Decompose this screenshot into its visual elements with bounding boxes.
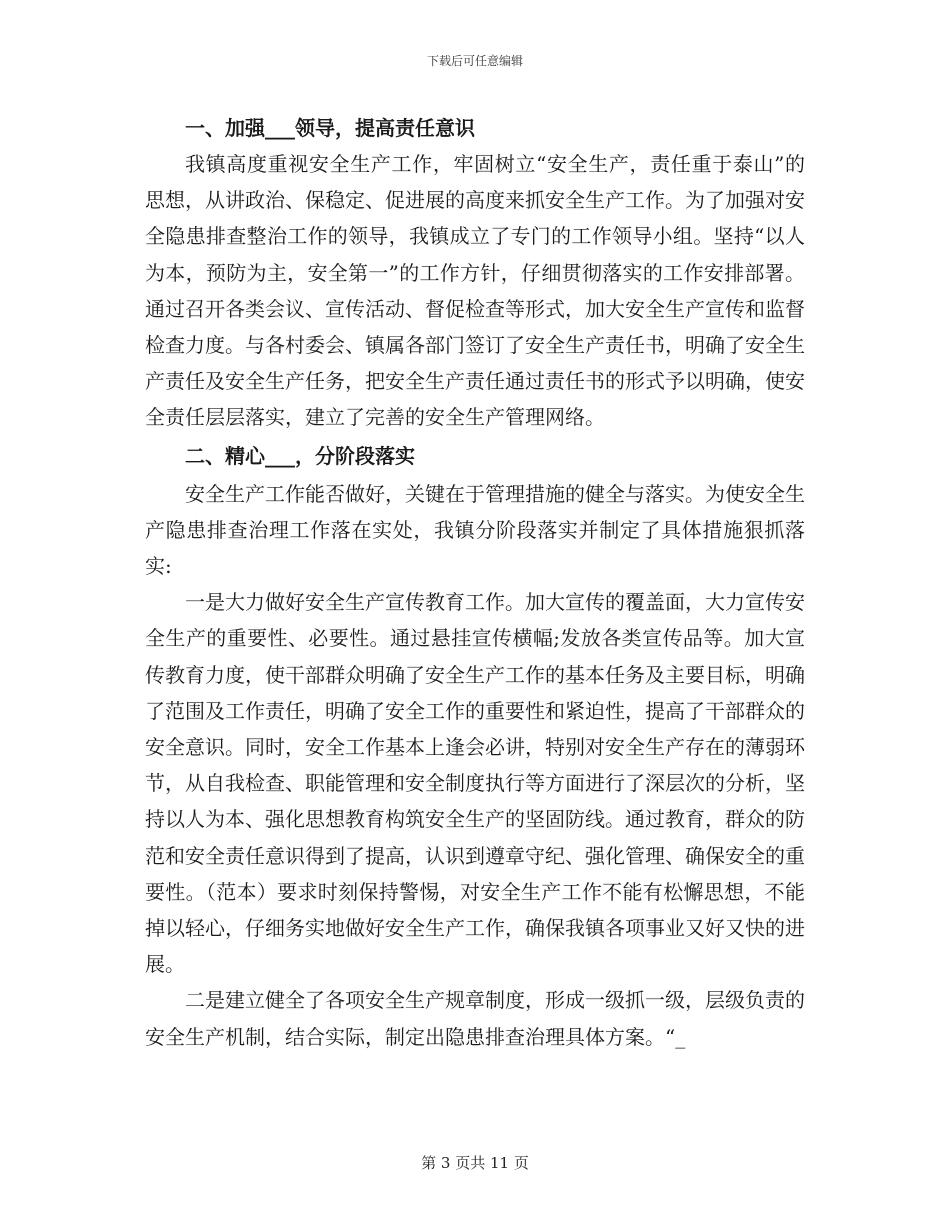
paragraph-3: 一是大力做好安全生产宣传教育工作。加大宣传的覆盖面，大力宣传安全生产的重要性、必要性。通过悬挂宣传横幅;发放各类宣传品等。加大宣传教育力度，使干部群众明确了安全生产工作的基本任务及主要目标，明确了范围及工作责任，明确了安全工作的重要性和紧迫性，提高了干部群众的安全意识。同时，安全工作基本上逢会必讲，特别对安全生产存在的薄弱环节，从自我检查、职能管理和安全制度执行等方面进行了深层次的分析，坚持以人为本、强化思想教育构筑安全生产的坚固防线。通过教育，群众的防范和安全责任意识得到了提高，认识到遵章守纪、强化管理、确保安全的重要性。（范本）要求时刻保持警惕，对安全生产工作不能有松懈思想，不能掉以轻心，仔细务实地做好安全生产工作，确保我镇各项事业又好又快的进展。: [145, 590, 805, 977]
document-body: [145, 110, 805, 1055]
page-number: 第 3 页共 11 页: [421, 1154, 529, 1172]
section-heading-1: 一、加强___领导，提高责任意识: [185, 116, 475, 140]
paragraph-4: 二是建立健全了各项安全生产规章制度，形成一级抓一级，层级负责的安全生产机制，结合实际，制定出隐患排查治理具体方案。“_: [145, 988, 805, 1049]
paragraph-2: 安全生产工作能否做好，关键在于管理措施的健全与落实。为使安全生产隐患排查治理工作落在实处，我镇分阶段落实并制定了具体措施狠抓落实:: [145, 481, 805, 579]
header-note: 下载后可任意编辑: [426, 54, 523, 68]
paragraph-1: 我镇高度重视安全生产工作，牢固树立“安全生产，责任重于泰山”的思想，从讲政治、保稳定、促进展的高度来抓安全生产工作。为了加强对安全隐患排查整治工作的领导，我镇成立了专门的工作领导小组。坚持“以人为本，预防为主，安全第一”的工作方针，仔细贯彻落实的工作安排部署。通过召开各类会议、宣传活动、督促检查等形式，加大安全生产宣传和监督检查力度。与各村委会、镇属各部门签订了安全生产责任书，明确了安全生产责任及安全生产任务，把安全生产责任通过责任书的形式予以明确，使安全责任层层落实，建立了完善的安全生产管理网络。: [145, 152, 805, 430]
section-heading-2: 二、精心___，分阶段落实: [185, 443, 415, 468]
